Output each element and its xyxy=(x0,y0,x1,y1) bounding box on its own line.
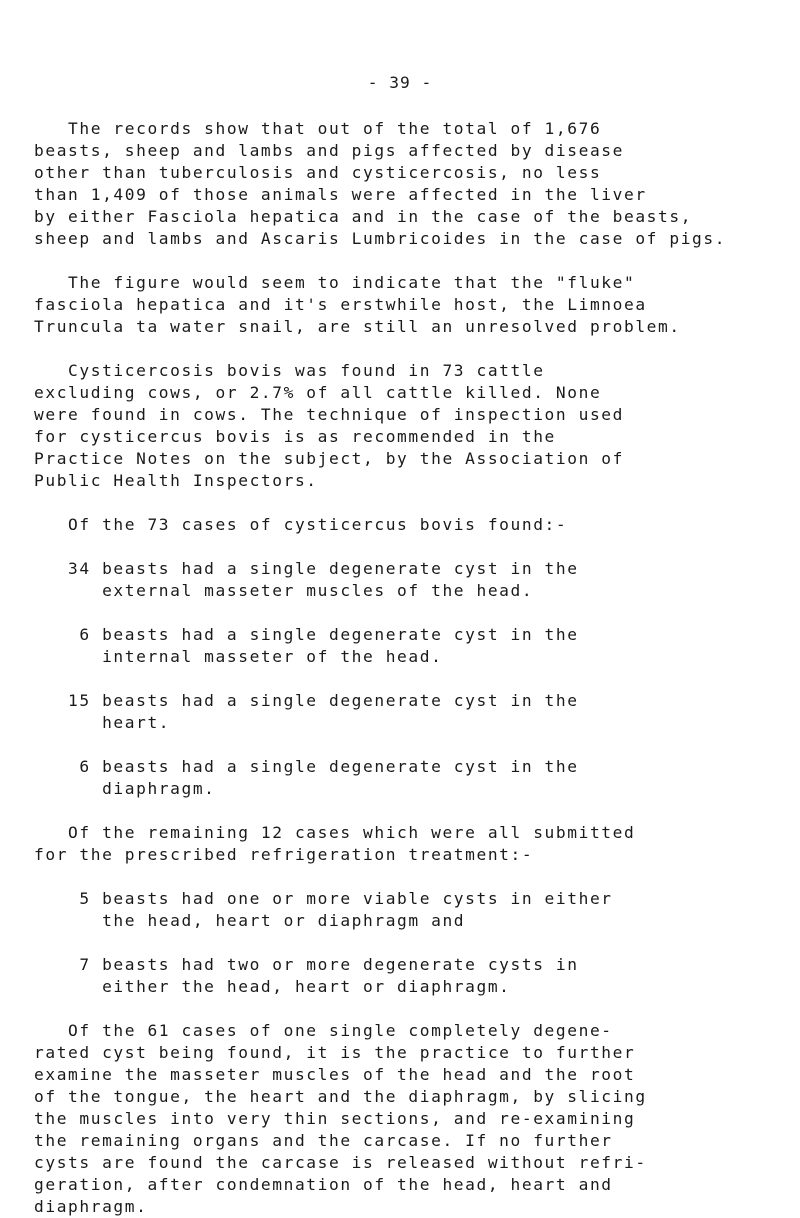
text-line: fasciola hepatica and it's erstwhile host, the Limnoea xyxy=(34,295,647,314)
text-line: The records show that out of the total of 1,676 xyxy=(34,119,602,138)
text-line: geration, after condemnation of the head, heart and xyxy=(34,1175,613,1194)
page-number: - 39 - xyxy=(367,73,433,92)
text-line: heart. xyxy=(34,713,171,732)
text-line: 5 beasts had one or more viable cysts in either xyxy=(34,889,613,908)
text-line: 34 beasts had a single degenerate cyst in the xyxy=(34,559,579,578)
text-line: diaphragm. xyxy=(34,779,216,798)
text-line: Practice Notes on the subject, by the Association of xyxy=(34,449,624,468)
text-line: by either Fasciola hepatica and in the case of the beasts, xyxy=(34,207,693,226)
text-line: were found in cows. The technique of inspection used xyxy=(34,405,624,424)
text-line: cysts are found the carcase is released without refri- xyxy=(34,1153,647,1172)
text-line: Of the 61 cases of one single completely degene- xyxy=(34,1021,613,1040)
text-line: Of the 73 cases of cysticercus bovis found:- xyxy=(34,515,568,534)
text-line: 7 beasts had two or more degenerate cysts in xyxy=(34,955,579,974)
text-line: Public Health Inspectors. xyxy=(34,471,318,490)
text-line: sheep and lambs and Ascaris Lumbricoides in the case of pigs. xyxy=(34,229,727,248)
text-line: other than tuberculosis and cysticercosis, no less xyxy=(34,163,602,182)
text-line: than 1,409 of those animals were affected in the liver xyxy=(34,185,647,204)
text-line: of the tongue, the heart and the diaphragm, by slicing xyxy=(34,1087,647,1106)
text-line: diaphragm. xyxy=(34,1197,148,1216)
text-line: either the head, heart or diaphragm. xyxy=(34,977,511,996)
text-line: 6 beasts had a single degenerate cyst in the xyxy=(34,625,579,644)
text-line: Truncula ta water snail, are still an unresolved problem. xyxy=(34,317,681,336)
text-line: rated cyst being found, it is the practice to further xyxy=(34,1043,636,1062)
text-line: for cysticercus bovis is as recommended in the xyxy=(34,427,556,446)
text-line: for the prescribed refrigeration treatment:- xyxy=(34,845,534,864)
text-line: the muscles into very thin sections, and re-examining xyxy=(34,1109,636,1128)
text-line: beasts, sheep and lambs and pigs affected by disease xyxy=(34,141,624,160)
text-line: the head, heart or diaphragm and xyxy=(34,911,466,930)
text-line: 6 beasts had a single degenerate cyst in the xyxy=(34,757,579,776)
text-line: excluding cows, or 2.7% of all cattle killed. None xyxy=(34,383,602,402)
text-line: Cysticercosis bovis was found in 73 cattle xyxy=(34,361,545,380)
text-line: examine the masseter muscles of the head and the root xyxy=(34,1065,636,1084)
text-line: the remaining organs and the carcase. If no further xyxy=(34,1131,613,1150)
text-line: The figure would seem to indicate that the "fluke" xyxy=(34,273,636,292)
text-line: external masseter muscles of the head. xyxy=(34,581,534,600)
text-line: 15 beasts had a single degenerate cyst in the xyxy=(34,691,579,710)
text-line: internal masseter of the head. xyxy=(34,647,443,666)
text-line: Of the remaining 12 cases which were all submitted xyxy=(34,823,636,842)
